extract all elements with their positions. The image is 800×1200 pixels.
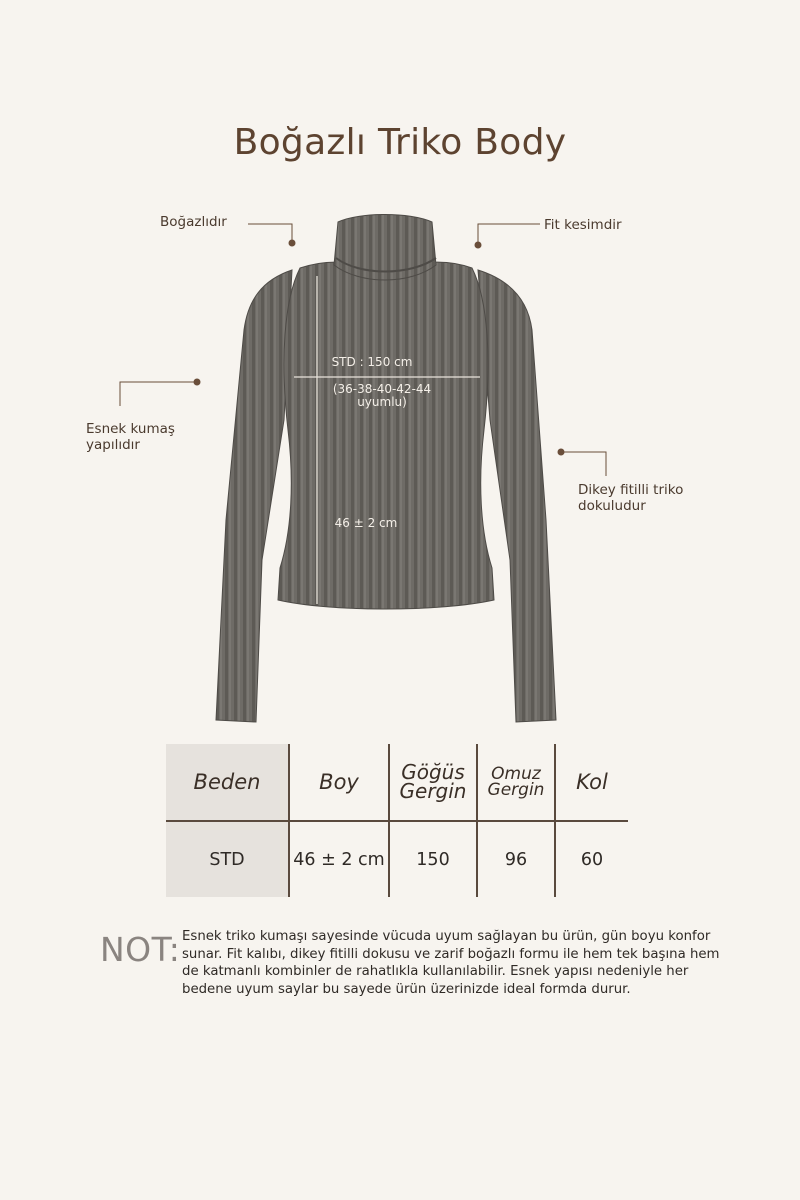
cell-beden bbox=[166, 821, 289, 897]
header-boy-text: Boy bbox=[319, 770, 359, 794]
stretch-leader-line bbox=[120, 382, 196, 406]
size-range bbox=[320, 383, 444, 409]
header-omuz bbox=[477, 744, 555, 821]
size-table-row bbox=[166, 821, 628, 897]
callout-rib bbox=[578, 482, 683, 514]
sweater-body bbox=[278, 262, 494, 609]
header-boy bbox=[289, 744, 389, 821]
right-sleeve bbox=[478, 270, 556, 722]
callout-stretch-line2: yapılıdır bbox=[86, 437, 140, 453]
header-kol-text: Kol bbox=[576, 770, 608, 794]
header-gogus bbox=[389, 744, 477, 821]
header-gogus-text bbox=[390, 760, 476, 803]
chest-measurement: STD : 150 cm bbox=[331, 355, 413, 369]
page-title: Boğazlı Triko Body bbox=[233, 122, 567, 163]
note-label: NOT: bbox=[100, 930, 181, 969]
callout-rib-line1: Dikey fitilli triko bbox=[578, 482, 684, 498]
size-table-header-row bbox=[166, 744, 628, 821]
header-omuz-line1: Omuz bbox=[491, 764, 541, 784]
size-table bbox=[166, 744, 628, 897]
header-omuz-line2: Gergin bbox=[487, 780, 545, 800]
callout-rib-line2: dokuludur bbox=[578, 498, 646, 514]
cell-boy-text: 46 ± 2 cm bbox=[293, 849, 385, 870]
turtleneck-collar bbox=[334, 215, 436, 281]
rib-leader-line bbox=[562, 452, 606, 476]
stretch-dot bbox=[194, 379, 201, 386]
cell-boy bbox=[289, 821, 389, 897]
left-sleeve bbox=[216, 270, 292, 722]
header-kol bbox=[555, 744, 628, 821]
cell-gogus bbox=[389, 821, 477, 897]
header-gogus-line2: Gergin bbox=[399, 779, 467, 803]
header-omuz-text bbox=[478, 766, 554, 798]
rib-dot bbox=[558, 449, 565, 456]
callout-fit: Fit kesimdir bbox=[544, 217, 622, 233]
callout-stretch-line1: Esnek kumaş bbox=[86, 421, 175, 437]
cell-beden-text: STD bbox=[209, 849, 245, 870]
cell-kol-text: 60 bbox=[580, 849, 604, 870]
cell-omuz bbox=[477, 821, 555, 897]
cell-omuz-text: 96 bbox=[504, 849, 528, 870]
header-beden-text: Beden bbox=[193, 770, 261, 794]
neck-dot bbox=[289, 240, 296, 247]
length-measurement: 46 ± 2 cm bbox=[334, 516, 398, 530]
header-beden bbox=[166, 744, 289, 821]
fit-leader-line bbox=[478, 224, 540, 244]
fit-dot bbox=[475, 242, 482, 249]
header-gogus-line1: Göğüs bbox=[401, 760, 465, 784]
size-range-line1: (36-38-40-42-44 bbox=[332, 382, 432, 396]
size-range-line2: uyumlu) bbox=[357, 395, 407, 409]
cell-kol bbox=[555, 821, 628, 897]
cell-gogus-text: 150 bbox=[416, 849, 450, 870]
callout-neck: Boğazlıdır bbox=[160, 214, 227, 230]
callout-stretch bbox=[86, 421, 175, 453]
neck-leader-line bbox=[248, 224, 292, 242]
note-text: Esnek triko kumaşı sayesinde vücuda uyum sağlayan bu ürün, gün boyu konfor sunar. Fit kalıbı, dikey fitilli dokusu ve zarif boğazlı formu ile hem tek başına hem de katmanlı kombinler de rahatlıkla kullanılabilir. Esnek yapısı nedeniyle her bedene uyum saylar bu sayede ürün üzerinizde ideal formda durur. bbox=[182, 929, 720, 997]
